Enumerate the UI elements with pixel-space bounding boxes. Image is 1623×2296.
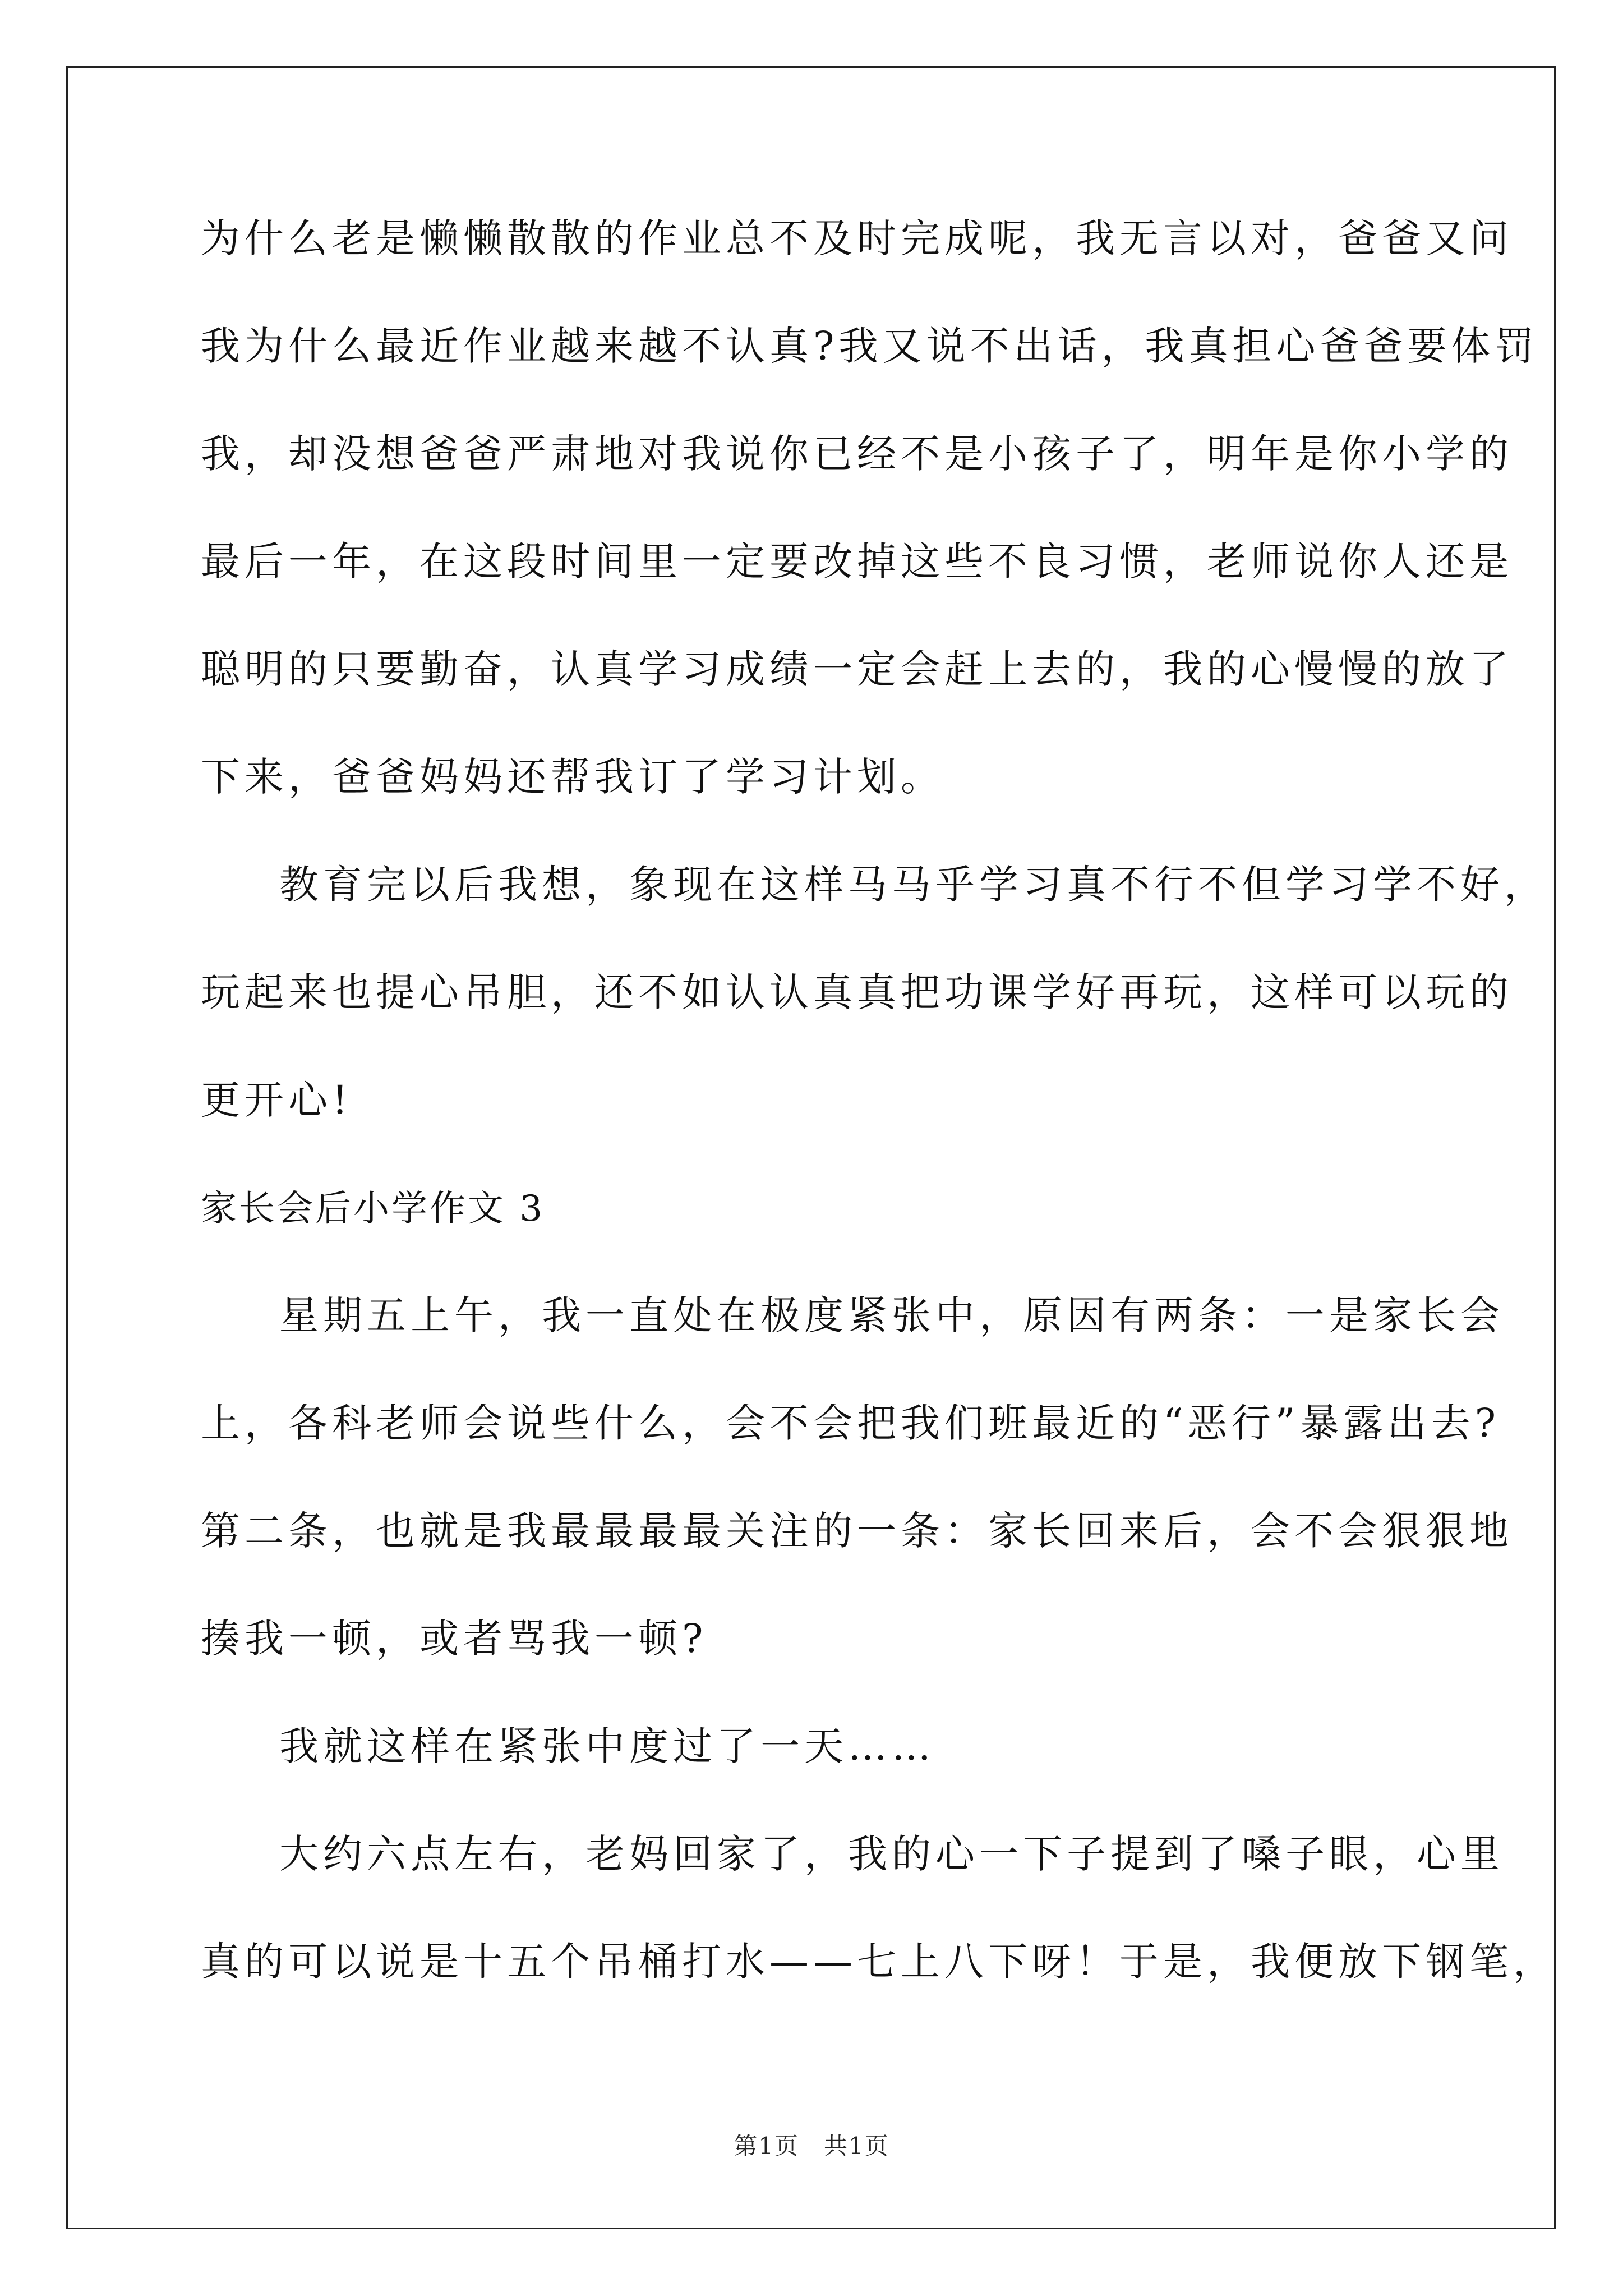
text-line: 下来，爸爸妈妈还帮我订了学习计划。 [201, 754, 944, 800]
page-footer: 第1页 共1页 [734, 2132, 889, 2160]
text-line: 玩起来也提心吊胆，还不如认认真真把功课学好再玩，这样可以玩的 [201, 969, 1513, 1015]
text-line: 聪明的只要勤奋，认真学习成绩一定会赶上去的，我的心慢慢的放了 [201, 646, 1513, 692]
page-border [66, 66, 1556, 2229]
text-line: 第二条，也就是我最最最最关注的一条：家长回来后，会不会狠狠地 [201, 1508, 1513, 1554]
text-line: 我，却没想爸爸严肃地对我说你已经不是小孩子了，明年是你小学的 [201, 431, 1513, 477]
text-line: 大约六点左右，老妈回家了，我的心一下子提到了嗓子眼，心里 [279, 1831, 1504, 1877]
text-line: 揍我一顿，或者骂我一顿? [201, 1616, 708, 1662]
section-heading: 家长会后小学作文 3 [201, 1188, 545, 1230]
text-line: 星期五上午，我一直处在极度紧张中，原因有两条：一是家长会 [279, 1292, 1504, 1338]
text-line: 上，各科老师会说些什么，会不会把我们班最近的“恶行”暴露出去? [201, 1400, 1501, 1446]
text-line: 最后一年，在这段时间里一定要改掉这些不良习惯，老师说你人还是 [201, 539, 1513, 585]
text-line: 真的可以说是十五个吊桶打水——七上八下呀！于是，我便放下钢笔， [201, 1939, 1557, 1985]
text-line: 为什么老是懒懒散散的作业总不及时完成呢，我无言以对，爸爸又问 [201, 215, 1513, 261]
text-line: 教育完以后我想，象现在这样马马乎学习真不行不但学习学不好， [279, 862, 1548, 908]
text-line: 我就这样在紧张中度过了一天…… [279, 1723, 935, 1769]
text-line: 我为什么最近作业越来越不认真?我又说不出话，我真担心爸爸要体罚 [201, 323, 1539, 369]
text-line: 更开心! [201, 1077, 353, 1123]
